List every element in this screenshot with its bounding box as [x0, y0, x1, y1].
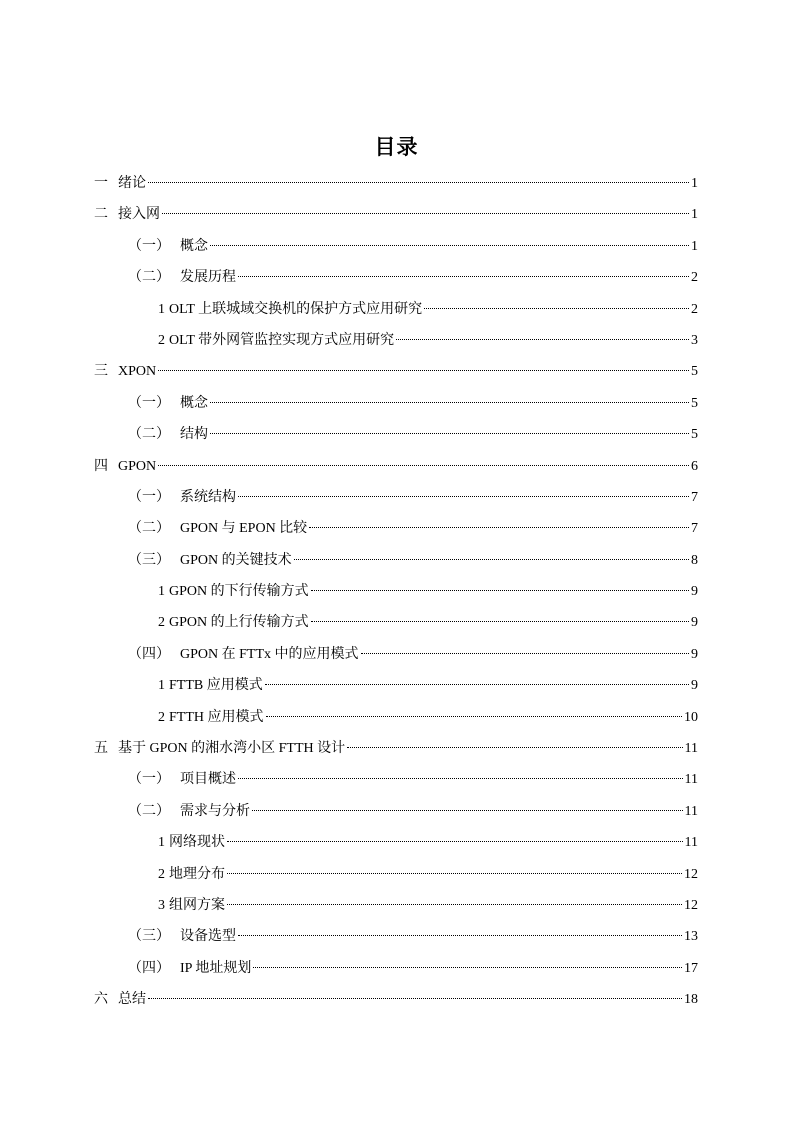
toc-entry[interactable] — [94, 925, 698, 956]
dot-leader — [294, 559, 689, 560]
dot-leader — [148, 998, 682, 999]
toc-entry-number: （三） — [128, 929, 170, 945]
toc-entry-number: （一） — [128, 238, 170, 254]
toc-entry-text — [94, 360, 156, 384]
toc-entry-number: 2 — [158, 709, 165, 725]
toc-entry-title: 系统结构 — [180, 489, 236, 505]
toc-entry-text — [158, 831, 225, 855]
toc-entry-title: IP 地址规划 — [180, 960, 252, 976]
toc-entry-title: 总结 — [118, 992, 146, 1008]
dot-leader — [396, 339, 689, 340]
toc-entry-text — [94, 737, 345, 761]
toc-entry-title: 绪论 — [118, 176, 146, 191]
toc-entry-page: 11 — [684, 772, 698, 788]
toc-entry-title: GPON 的关键技术 — [180, 552, 292, 568]
toc-entry-page: 1 — [691, 207, 698, 223]
toc-entry[interactable] — [94, 831, 698, 862]
toc-entry-text — [94, 455, 156, 479]
toc-entry[interactable] — [94, 298, 698, 329]
toc-entry-number: 2 — [158, 615, 165, 631]
toc-entry-number: 六 — [94, 992, 108, 1008]
toc-entry-title: 需求与分析 — [180, 803, 250, 819]
dot-leader — [266, 716, 683, 717]
dot-leader — [311, 621, 689, 622]
toc-entry-text — [128, 486, 236, 510]
toc-entry-number: 三 — [94, 364, 108, 380]
toc-entry-page: 11 — [684, 803, 698, 819]
toc-entry-title: 网络现状 — [169, 835, 225, 851]
toc-entry[interactable] — [94, 611, 698, 642]
toc-entry[interactable] — [94, 486, 698, 517]
toc-entry-page: 12 — [684, 897, 698, 913]
dot-leader — [158, 465, 689, 466]
toc-entry-title: GPON 在 FTTx 中的应用模式 — [180, 646, 359, 662]
toc-entry-page: 5 — [691, 427, 698, 443]
toc-entry-number: （三） — [128, 552, 170, 568]
toc-entry[interactable] — [94, 988, 698, 1019]
dot-leader — [238, 778, 683, 779]
toc-entry[interactable] — [94, 957, 698, 988]
toc-entry-page: 18 — [684, 992, 698, 1008]
toc-entry-page: 7 — [691, 489, 698, 505]
dot-leader — [253, 967, 682, 968]
toc-entry-title: 设备选型 — [180, 929, 236, 945]
dot-leader — [361, 653, 689, 654]
toc-entry-page: 9 — [691, 646, 698, 662]
toc-entry-page: 13 — [684, 929, 698, 945]
toc-entry-number: 四 — [94, 458, 108, 474]
toc-entry-number: 一 — [94, 176, 108, 191]
toc-entry[interactable] — [94, 580, 698, 611]
toc-entry[interactable] — [94, 360, 698, 391]
toc-entry-text — [94, 203, 160, 227]
toc-entry-text — [158, 706, 264, 730]
dot-leader — [311, 590, 689, 591]
toc-entry-text — [94, 988, 146, 1012]
toc-entry[interactable] — [94, 423, 698, 454]
toc-entry-text — [128, 643, 359, 667]
table-of-contents — [94, 172, 698, 1020]
dot-leader — [148, 182, 689, 183]
dot-leader — [424, 308, 689, 309]
toc-entry[interactable] — [94, 674, 698, 705]
toc-entry-number: 1 — [158, 301, 165, 317]
toc-entry-title: XPON — [118, 364, 157, 380]
toc-entry-number: 2 — [158, 866, 165, 882]
toc-entry-number: 二 — [94, 207, 108, 223]
dot-leader — [252, 810, 683, 811]
toc-entry-title: 地理分布 — [169, 866, 225, 882]
toc-entry-page: 5 — [691, 395, 698, 411]
toc-entry-number: 1 — [158, 678, 165, 694]
toc-entry[interactable] — [94, 455, 698, 486]
toc-entry-text — [128, 957, 251, 981]
toc-entry-page: 11 — [684, 835, 698, 851]
toc-entry-text — [158, 863, 225, 887]
toc-entry-page: 11 — [684, 741, 698, 757]
toc-entry-page: 3 — [691, 332, 698, 348]
toc-entry-title: 接入网 — [118, 207, 160, 223]
dot-leader — [309, 527, 689, 528]
toc-entry[interactable] — [94, 203, 698, 234]
toc-entry-page: 9 — [691, 584, 698, 600]
toc-entry-title: FTTH 应用模式 — [169, 709, 264, 725]
toc-entry-title: OLT 带外网管监控实现方式应用研究 — [169, 332, 395, 348]
dot-leader — [162, 213, 689, 214]
toc-entry-number: （四） — [128, 646, 170, 662]
toc-entry-title: GPON 与 EPON 比较 — [180, 521, 308, 537]
toc-entry-number: （一） — [128, 772, 170, 788]
toc-entry-text — [158, 611, 309, 635]
dot-leader — [265, 684, 689, 685]
toc-entry-page: 8 — [691, 552, 698, 568]
toc-entry-text — [128, 800, 250, 824]
toc-entry[interactable] — [94, 643, 698, 674]
toc-entry-title: 组网方案 — [169, 897, 225, 913]
toc-entry[interactable] — [94, 329, 698, 360]
toc-entry-title: OLT 上联城域交换机的保护方式应用研究 — [169, 301, 423, 317]
toc-entry-page: 6 — [691, 458, 698, 474]
toc-entry-text — [128, 235, 208, 259]
toc-entry-text — [128, 549, 292, 573]
toc-entry-title: 发展历程 — [180, 270, 236, 286]
toc-entry[interactable] — [94, 894, 698, 925]
toc-entry-page: 10 — [684, 709, 698, 725]
dot-leader — [238, 935, 682, 936]
toc-entry-number: 五 — [94, 741, 108, 757]
toc-entry-text — [158, 894, 225, 918]
toc-entry-title: 概念 — [180, 238, 208, 254]
toc-entry[interactable] — [94, 266, 698, 297]
toc-entry-text — [158, 329, 394, 353]
page-title: 目录 — [374, 135, 419, 159]
toc-entry-title: 项目概述 — [180, 772, 236, 788]
toc-entry[interactable] — [94, 800, 698, 831]
toc-entry-number: （一） — [128, 489, 170, 505]
toc-entry-page: 1 — [691, 238, 698, 254]
toc-entry-text — [158, 298, 422, 322]
toc-entry-number: 1 — [158, 835, 165, 851]
toc-entry[interactable] — [94, 706, 698, 737]
dot-leader — [227, 841, 683, 842]
dot-leader — [238, 276, 689, 277]
dot-leader — [227, 904, 682, 905]
toc-entry-title: GPON 的上行传输方式 — [169, 615, 309, 631]
dot-leader — [227, 873, 682, 874]
toc-entry-text — [128, 266, 236, 290]
toc-entry-page: 2 — [691, 301, 698, 317]
toc-entry-page: 7 — [691, 521, 698, 537]
toc-entry-page: 1 — [691, 176, 698, 191]
toc-entry[interactable] — [94, 549, 698, 580]
dot-leader — [210, 245, 689, 246]
toc-entry-title: FTTB 应用模式 — [169, 678, 263, 694]
toc-entry-number: （二） — [128, 427, 170, 443]
toc-entry-page: 2 — [691, 270, 698, 286]
toc-entry-text — [128, 925, 236, 949]
toc-entry-page: 9 — [691, 615, 698, 631]
toc-entry-number: 2 — [158, 332, 165, 348]
toc-entry-text — [128, 392, 208, 416]
toc-entry-page: 17 — [684, 960, 698, 976]
toc-entry-title: 概念 — [180, 395, 208, 411]
toc-entry-text — [128, 517, 307, 541]
toc-entry[interactable] — [94, 768, 698, 799]
toc-entry-title: 基于 GPON 的湘水湾小区 FTTH 设计 — [118, 741, 346, 757]
toc-entry[interactable] — [94, 235, 698, 266]
toc-entry-text — [94, 172, 146, 196]
dot-leader — [158, 370, 689, 371]
dot-leader — [210, 402, 689, 403]
toc-entry-page: 12 — [684, 866, 698, 882]
toc-entry-text — [158, 674, 263, 698]
toc-entry-title: 结构 — [180, 427, 208, 443]
toc-entry-number: （四） — [128, 960, 170, 976]
toc-entry-number: （二） — [128, 521, 170, 537]
toc-entry-number: （二） — [128, 803, 170, 819]
toc-entry-page: 9 — [691, 678, 698, 694]
dot-leader — [347, 747, 682, 748]
toc-entry-title: GPON 的下行传输方式 — [169, 584, 309, 600]
toc-entry-number: 3 — [158, 897, 165, 913]
toc-entry-page: 5 — [691, 364, 698, 380]
toc-entry-text — [158, 580, 309, 604]
toc-entry-text — [128, 423, 208, 447]
toc-entry[interactable] — [94, 392, 698, 423]
toc-entry[interactable] — [94, 737, 698, 768]
toc-entry-number: 1 — [158, 584, 165, 600]
toc-entry-title: GPON — [118, 458, 157, 474]
toc-entry[interactable] — [94, 172, 698, 203]
toc-entry-text — [128, 768, 236, 792]
toc-entry-number: （一） — [128, 395, 170, 411]
dot-leader — [238, 496, 689, 497]
toc-entry[interactable] — [94, 863, 698, 894]
dot-leader — [210, 433, 689, 434]
toc-entry-number: （二） — [128, 270, 170, 286]
toc-entry[interactable] — [94, 517, 698, 548]
